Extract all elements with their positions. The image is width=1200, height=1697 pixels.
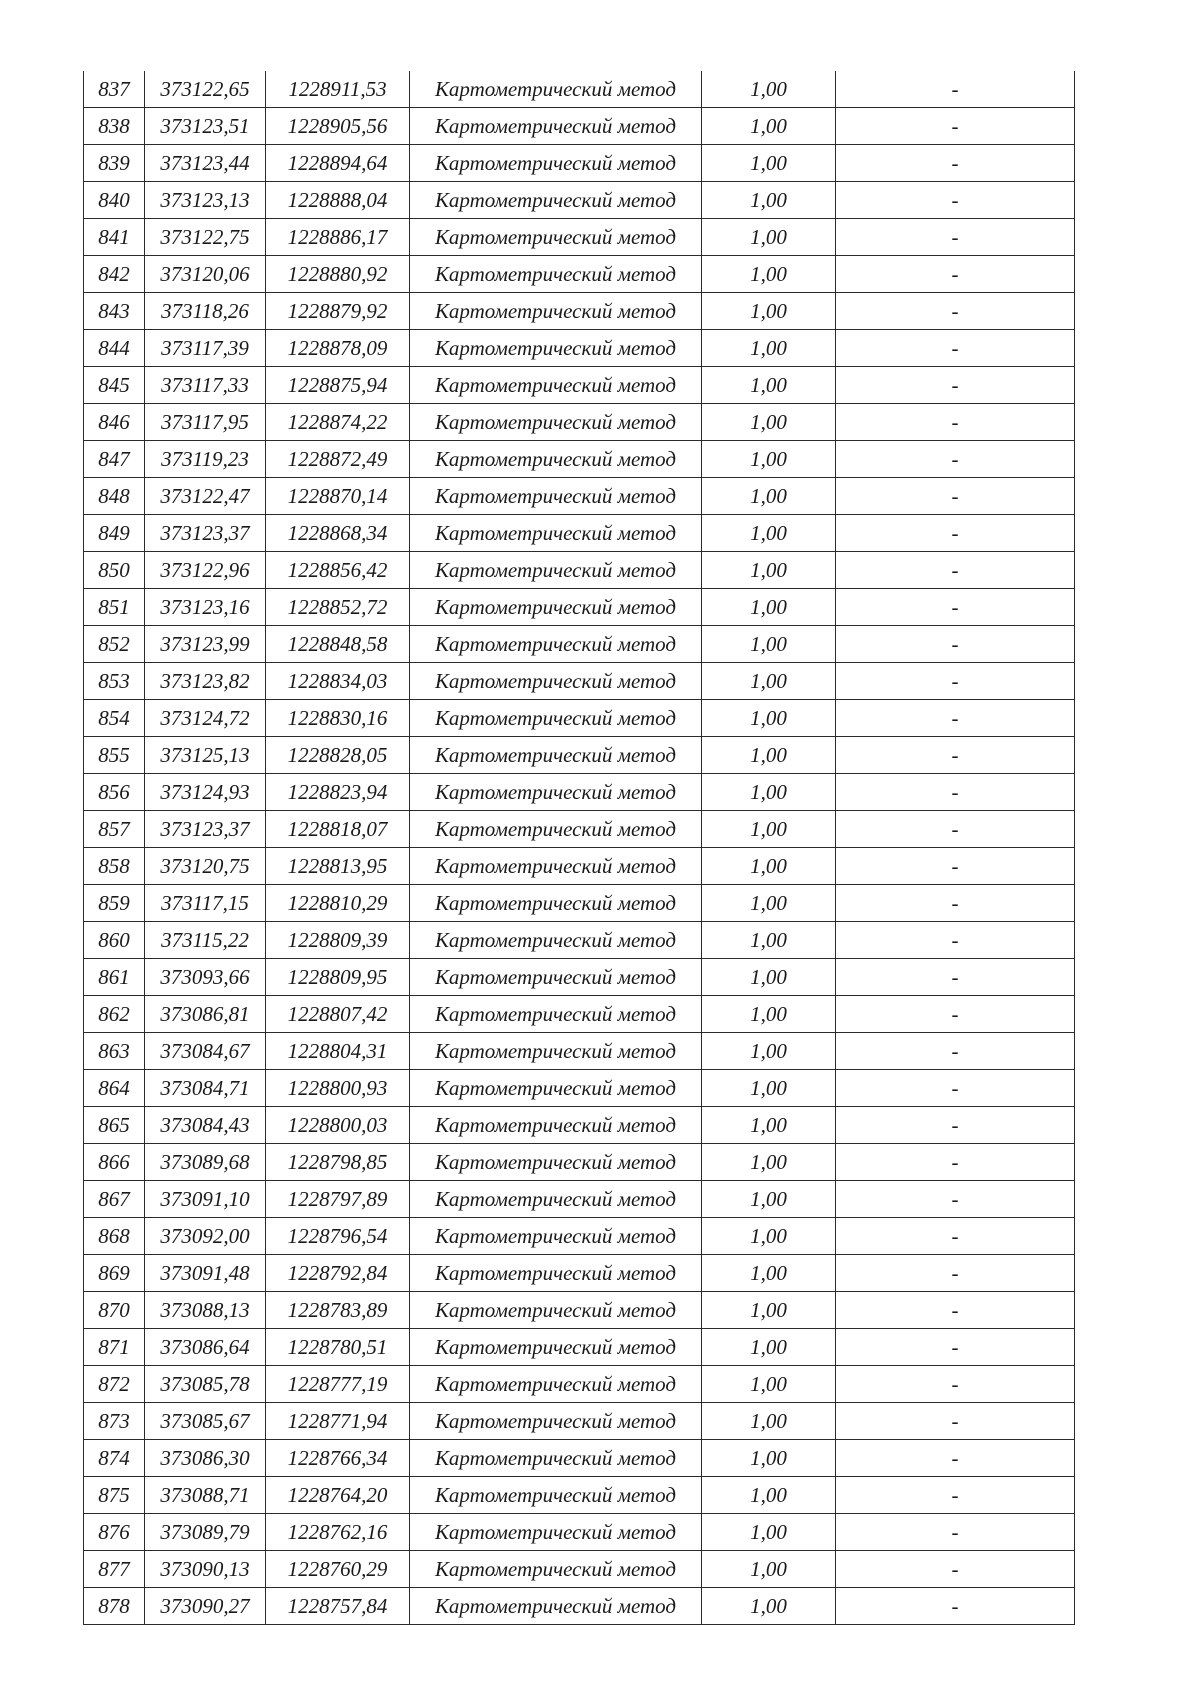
x-coordinate-cell: 373090,27 bbox=[145, 1588, 266, 1625]
table-row bbox=[84, 1255, 1075, 1292]
accuracy-cell: 1,00 bbox=[702, 1588, 836, 1625]
table-row bbox=[84, 1588, 1075, 1625]
x-coordinate-cell: 373122,65 bbox=[145, 71, 266, 108]
y-coordinate-cell: 1228818,07 bbox=[266, 811, 410, 848]
method-cell: Картометрический метод bbox=[410, 737, 702, 774]
accuracy-cell: 1,00 bbox=[702, 182, 836, 219]
point-number-cell: 847 bbox=[84, 441, 145, 478]
point-number-cell: 840 bbox=[84, 182, 145, 219]
point-number-cell: 877 bbox=[84, 1551, 145, 1588]
point-number-cell: 850 bbox=[84, 552, 145, 589]
table-row bbox=[84, 1329, 1075, 1366]
table-row bbox=[84, 1403, 1075, 1440]
point-number-cell: 837 bbox=[84, 71, 145, 108]
method-cell: Картометрический метод bbox=[410, 552, 702, 589]
y-coordinate-cell: 1228823,94 bbox=[266, 774, 410, 811]
y-coordinate-cell: 1228894,64 bbox=[266, 145, 410, 182]
method-cell: Картометрический метод bbox=[410, 996, 702, 1033]
coordinates-table bbox=[83, 71, 1075, 1625]
point-number-cell: 870 bbox=[84, 1292, 145, 1329]
method-cell: Картометрический метод bbox=[410, 108, 702, 145]
method-cell: Картометрический метод bbox=[410, 885, 702, 922]
y-coordinate-cell: 1228809,39 bbox=[266, 922, 410, 959]
description-cell: - bbox=[836, 1329, 1075, 1366]
y-coordinate-cell: 1228792,84 bbox=[266, 1255, 410, 1292]
y-coordinate-cell: 1228804,31 bbox=[266, 1033, 410, 1070]
x-coordinate-cell: 373085,67 bbox=[145, 1403, 266, 1440]
table-row bbox=[84, 1551, 1075, 1588]
method-cell: Картометрический метод bbox=[410, 145, 702, 182]
method-cell: Картометрический метод bbox=[410, 515, 702, 552]
y-coordinate-cell: 1228797,89 bbox=[266, 1181, 410, 1218]
accuracy-cell: 1,00 bbox=[702, 1329, 836, 1366]
x-coordinate-cell: 373120,75 bbox=[145, 848, 266, 885]
description-cell: - bbox=[836, 589, 1075, 626]
accuracy-cell: 1,00 bbox=[702, 1218, 836, 1255]
accuracy-cell: 1,00 bbox=[702, 1366, 836, 1403]
description-cell: - bbox=[836, 700, 1075, 737]
description-cell: - bbox=[836, 1107, 1075, 1144]
table-row bbox=[84, 1366, 1075, 1403]
description-cell: - bbox=[836, 1588, 1075, 1625]
description-cell: - bbox=[836, 1033, 1075, 1070]
point-number-cell: 844 bbox=[84, 330, 145, 367]
table-row bbox=[84, 811, 1075, 848]
accuracy-cell: 1,00 bbox=[702, 737, 836, 774]
method-cell: Картометрический метод bbox=[410, 1477, 702, 1514]
accuracy-cell: 1,00 bbox=[702, 589, 836, 626]
y-coordinate-cell: 1228800,93 bbox=[266, 1070, 410, 1107]
description-cell: - bbox=[836, 145, 1075, 182]
method-cell: Картометрический метод bbox=[410, 626, 702, 663]
point-number-cell: 857 bbox=[84, 811, 145, 848]
accuracy-cell: 1,00 bbox=[702, 1403, 836, 1440]
method-cell: Картометрический метод bbox=[410, 1033, 702, 1070]
accuracy-cell: 1,00 bbox=[702, 441, 836, 478]
accuracy-cell: 1,00 bbox=[702, 71, 836, 108]
point-number-cell: 873 bbox=[84, 1403, 145, 1440]
table-row bbox=[84, 71, 1075, 108]
description-cell: - bbox=[836, 441, 1075, 478]
accuracy-cell: 1,00 bbox=[702, 811, 836, 848]
y-coordinate-cell: 1228886,17 bbox=[266, 219, 410, 256]
y-coordinate-cell: 1228905,56 bbox=[266, 108, 410, 145]
method-cell: Картометрический метод bbox=[410, 1218, 702, 1255]
description-cell: - bbox=[836, 1255, 1075, 1292]
description-cell: - bbox=[836, 108, 1075, 145]
description-cell: - bbox=[836, 367, 1075, 404]
x-coordinate-cell: 373123,82 bbox=[145, 663, 266, 700]
description-cell: - bbox=[836, 1477, 1075, 1514]
point-number-cell: 875 bbox=[84, 1477, 145, 1514]
table-row bbox=[84, 256, 1075, 293]
table-row bbox=[84, 1440, 1075, 1477]
description-cell: - bbox=[836, 71, 1075, 108]
x-coordinate-cell: 373084,71 bbox=[145, 1070, 266, 1107]
description-cell: - bbox=[836, 478, 1075, 515]
description-cell: - bbox=[836, 1403, 1075, 1440]
point-number-cell: 871 bbox=[84, 1329, 145, 1366]
method-cell: Картометрический метод bbox=[410, 922, 702, 959]
point-number-cell: 862 bbox=[84, 996, 145, 1033]
point-number-cell: 852 bbox=[84, 626, 145, 663]
table-row bbox=[84, 219, 1075, 256]
description-cell: - bbox=[836, 996, 1075, 1033]
accuracy-cell: 1,00 bbox=[702, 108, 836, 145]
y-coordinate-cell: 1228810,29 bbox=[266, 885, 410, 922]
x-coordinate-cell: 373123,13 bbox=[145, 182, 266, 219]
description-cell: - bbox=[836, 219, 1075, 256]
table-row bbox=[84, 1070, 1075, 1107]
table-row bbox=[84, 700, 1075, 737]
method-cell: Картометрический метод bbox=[410, 441, 702, 478]
point-number-cell: 848 bbox=[84, 478, 145, 515]
description-cell: - bbox=[836, 1366, 1075, 1403]
y-coordinate-cell: 1228875,94 bbox=[266, 367, 410, 404]
x-coordinate-cell: 373124,93 bbox=[145, 774, 266, 811]
accuracy-cell: 1,00 bbox=[702, 145, 836, 182]
description-cell: - bbox=[836, 404, 1075, 441]
accuracy-cell: 1,00 bbox=[702, 1107, 836, 1144]
method-cell: Картометрический метод bbox=[410, 1329, 702, 1366]
y-coordinate-cell: 1228830,16 bbox=[266, 700, 410, 737]
point-number-cell: 872 bbox=[84, 1366, 145, 1403]
accuracy-cell: 1,00 bbox=[702, 922, 836, 959]
x-coordinate-cell: 373118,26 bbox=[145, 293, 266, 330]
description-cell: - bbox=[836, 552, 1075, 589]
x-coordinate-cell: 373119,23 bbox=[145, 441, 266, 478]
point-number-cell: 842 bbox=[84, 256, 145, 293]
accuracy-cell: 1,00 bbox=[702, 959, 836, 996]
y-coordinate-cell: 1228874,22 bbox=[266, 404, 410, 441]
table-row bbox=[84, 922, 1075, 959]
x-coordinate-cell: 373123,16 bbox=[145, 589, 266, 626]
method-cell: Картометрический метод bbox=[410, 182, 702, 219]
table-row bbox=[84, 1033, 1075, 1070]
accuracy-cell: 1,00 bbox=[702, 848, 836, 885]
table-row bbox=[84, 441, 1075, 478]
accuracy-cell: 1,00 bbox=[702, 1070, 836, 1107]
x-coordinate-cell: 373122,75 bbox=[145, 219, 266, 256]
x-coordinate-cell: 373093,66 bbox=[145, 959, 266, 996]
description-cell: - bbox=[836, 330, 1075, 367]
table-row bbox=[84, 1218, 1075, 1255]
description-cell: - bbox=[836, 1514, 1075, 1551]
accuracy-cell: 1,00 bbox=[702, 293, 836, 330]
accuracy-cell: 1,00 bbox=[702, 256, 836, 293]
description-cell: - bbox=[836, 1440, 1075, 1477]
x-coordinate-cell: 373120,06 bbox=[145, 256, 266, 293]
y-coordinate-cell: 1228834,03 bbox=[266, 663, 410, 700]
point-number-cell: 869 bbox=[84, 1255, 145, 1292]
description-cell: - bbox=[836, 1292, 1075, 1329]
x-coordinate-cell: 373084,67 bbox=[145, 1033, 266, 1070]
method-cell: Картометрический метод bbox=[410, 71, 702, 108]
x-coordinate-cell: 373117,39 bbox=[145, 330, 266, 367]
method-cell: Картометрический метод bbox=[410, 663, 702, 700]
table-row bbox=[84, 1107, 1075, 1144]
method-cell: Картометрический метод bbox=[410, 1551, 702, 1588]
table-row bbox=[84, 626, 1075, 663]
x-coordinate-cell: 373125,13 bbox=[145, 737, 266, 774]
method-cell: Картометрический метод bbox=[410, 700, 702, 737]
x-coordinate-cell: 373085,78 bbox=[145, 1366, 266, 1403]
x-coordinate-cell: 373089,79 bbox=[145, 1514, 266, 1551]
description-cell: - bbox=[836, 256, 1075, 293]
y-coordinate-cell: 1228879,92 bbox=[266, 293, 410, 330]
table-row bbox=[84, 1144, 1075, 1181]
x-coordinate-cell: 373117,15 bbox=[145, 885, 266, 922]
x-coordinate-cell: 373123,51 bbox=[145, 108, 266, 145]
table-row bbox=[84, 774, 1075, 811]
method-cell: Картометрический метод bbox=[410, 256, 702, 293]
point-number-cell: 878 bbox=[84, 1588, 145, 1625]
accuracy-cell: 1,00 bbox=[702, 1181, 836, 1218]
method-cell: Картометрический метод bbox=[410, 959, 702, 996]
y-coordinate-cell: 1228856,42 bbox=[266, 552, 410, 589]
y-coordinate-cell: 1228777,19 bbox=[266, 1366, 410, 1403]
method-cell: Картометрический метод bbox=[410, 589, 702, 626]
x-coordinate-cell: 373084,43 bbox=[145, 1107, 266, 1144]
point-number-cell: 858 bbox=[84, 848, 145, 885]
y-coordinate-cell: 1228760,29 bbox=[266, 1551, 410, 1588]
y-coordinate-cell: 1228757,84 bbox=[266, 1588, 410, 1625]
method-cell: Картометрический метод bbox=[410, 1144, 702, 1181]
description-cell: - bbox=[836, 515, 1075, 552]
point-number-cell: 841 bbox=[84, 219, 145, 256]
point-number-cell: 855 bbox=[84, 737, 145, 774]
method-cell: Картометрический метод bbox=[410, 293, 702, 330]
method-cell: Картометрический метод bbox=[410, 1292, 702, 1329]
table-row bbox=[84, 367, 1075, 404]
y-coordinate-cell: 1228809,95 bbox=[266, 959, 410, 996]
point-number-cell: 853 bbox=[84, 663, 145, 700]
x-coordinate-cell: 373088,71 bbox=[145, 1477, 266, 1514]
y-coordinate-cell: 1228800,03 bbox=[266, 1107, 410, 1144]
accuracy-cell: 1,00 bbox=[702, 1292, 836, 1329]
accuracy-cell: 1,00 bbox=[702, 552, 836, 589]
x-coordinate-cell: 373117,33 bbox=[145, 367, 266, 404]
accuracy-cell: 1,00 bbox=[702, 1255, 836, 1292]
method-cell: Картометрический метод bbox=[410, 1181, 702, 1218]
accuracy-cell: 1,00 bbox=[702, 367, 836, 404]
accuracy-cell: 1,00 bbox=[702, 1033, 836, 1070]
table-row bbox=[84, 330, 1075, 367]
point-number-cell: 843 bbox=[84, 293, 145, 330]
y-coordinate-cell: 1228888,04 bbox=[266, 182, 410, 219]
point-number-cell: 839 bbox=[84, 145, 145, 182]
y-coordinate-cell: 1228852,72 bbox=[266, 589, 410, 626]
x-coordinate-cell: 373090,13 bbox=[145, 1551, 266, 1588]
table-row bbox=[84, 145, 1075, 182]
point-number-cell: 867 bbox=[84, 1181, 145, 1218]
point-number-cell: 861 bbox=[84, 959, 145, 996]
y-coordinate-cell: 1228872,49 bbox=[266, 441, 410, 478]
point-number-cell: 868 bbox=[84, 1218, 145, 1255]
x-coordinate-cell: 373086,30 bbox=[145, 1440, 266, 1477]
x-coordinate-cell: 373123,44 bbox=[145, 145, 266, 182]
method-cell: Картометрический метод bbox=[410, 1440, 702, 1477]
description-cell: - bbox=[836, 922, 1075, 959]
y-coordinate-cell: 1228878,09 bbox=[266, 330, 410, 367]
table-row bbox=[84, 737, 1075, 774]
description-cell: - bbox=[836, 885, 1075, 922]
accuracy-cell: 1,00 bbox=[702, 1144, 836, 1181]
method-cell: Картометрический метод bbox=[410, 478, 702, 515]
accuracy-cell: 1,00 bbox=[702, 626, 836, 663]
method-cell: Картометрический метод bbox=[410, 219, 702, 256]
point-number-cell: 849 bbox=[84, 515, 145, 552]
accuracy-cell: 1,00 bbox=[702, 1514, 836, 1551]
x-coordinate-cell: 373092,00 bbox=[145, 1218, 266, 1255]
method-cell: Картометрический метод bbox=[410, 848, 702, 885]
description-cell: - bbox=[836, 293, 1075, 330]
description-cell: - bbox=[836, 848, 1075, 885]
description-cell: - bbox=[836, 1218, 1075, 1255]
x-coordinate-cell: 373123,37 bbox=[145, 811, 266, 848]
method-cell: Картометрический метод bbox=[410, 330, 702, 367]
description-cell: - bbox=[836, 1070, 1075, 1107]
accuracy-cell: 1,00 bbox=[702, 330, 836, 367]
y-coordinate-cell: 1228762,16 bbox=[266, 1514, 410, 1551]
x-coordinate-cell: 373086,81 bbox=[145, 996, 266, 1033]
point-number-cell: 865 bbox=[84, 1107, 145, 1144]
accuracy-cell: 1,00 bbox=[702, 404, 836, 441]
point-number-cell: 876 bbox=[84, 1514, 145, 1551]
y-coordinate-cell: 1228880,92 bbox=[266, 256, 410, 293]
x-coordinate-cell: 373115,22 bbox=[145, 922, 266, 959]
method-cell: Картометрический метод bbox=[410, 811, 702, 848]
y-coordinate-cell: 1228807,42 bbox=[266, 996, 410, 1033]
description-cell: - bbox=[836, 1144, 1075, 1181]
accuracy-cell: 1,00 bbox=[702, 515, 836, 552]
y-coordinate-cell: 1228813,95 bbox=[266, 848, 410, 885]
description-cell: - bbox=[836, 959, 1075, 996]
method-cell: Картометрический метод bbox=[410, 404, 702, 441]
y-coordinate-cell: 1228771,94 bbox=[266, 1403, 410, 1440]
accuracy-cell: 1,00 bbox=[702, 774, 836, 811]
method-cell: Картометрический метод bbox=[410, 1588, 702, 1625]
accuracy-cell: 1,00 bbox=[702, 663, 836, 700]
method-cell: Картометрический метод bbox=[410, 1107, 702, 1144]
description-cell: - bbox=[836, 774, 1075, 811]
table-row bbox=[84, 552, 1075, 589]
accuracy-cell: 1,00 bbox=[702, 219, 836, 256]
point-number-cell: 860 bbox=[84, 922, 145, 959]
table-row bbox=[84, 182, 1075, 219]
y-coordinate-cell: 1228870,14 bbox=[266, 478, 410, 515]
description-cell: - bbox=[836, 1181, 1075, 1218]
method-cell: Картометрический метод bbox=[410, 1070, 702, 1107]
y-coordinate-cell: 1228798,85 bbox=[266, 1144, 410, 1181]
x-coordinate-cell: 373124,72 bbox=[145, 700, 266, 737]
point-number-cell: 874 bbox=[84, 1440, 145, 1477]
y-coordinate-cell: 1228828,05 bbox=[266, 737, 410, 774]
description-cell: - bbox=[836, 1551, 1075, 1588]
document-page bbox=[83, 71, 1070, 1625]
table-body bbox=[84, 71, 1075, 1625]
table-row bbox=[84, 589, 1075, 626]
point-number-cell: 854 bbox=[84, 700, 145, 737]
accuracy-cell: 1,00 bbox=[702, 700, 836, 737]
table-row bbox=[84, 404, 1075, 441]
accuracy-cell: 1,00 bbox=[702, 996, 836, 1033]
point-number-cell: 851 bbox=[84, 589, 145, 626]
table-row bbox=[84, 663, 1075, 700]
x-coordinate-cell: 373089,68 bbox=[145, 1144, 266, 1181]
table-row bbox=[84, 1181, 1075, 1218]
table-row bbox=[84, 293, 1075, 330]
x-coordinate-cell: 373091,10 bbox=[145, 1181, 266, 1218]
method-cell: Картометрический метод bbox=[410, 774, 702, 811]
accuracy-cell: 1,00 bbox=[702, 1477, 836, 1514]
point-number-cell: 859 bbox=[84, 885, 145, 922]
table-row bbox=[84, 108, 1075, 145]
method-cell: Картометрический метод bbox=[410, 367, 702, 404]
x-coordinate-cell: 373123,99 bbox=[145, 626, 266, 663]
y-coordinate-cell: 1228911,53 bbox=[266, 71, 410, 108]
point-number-cell: 846 bbox=[84, 404, 145, 441]
y-coordinate-cell: 1228780,51 bbox=[266, 1329, 410, 1366]
accuracy-cell: 1,00 bbox=[702, 478, 836, 515]
method-cell: Картометрический метод bbox=[410, 1514, 702, 1551]
table-row bbox=[84, 515, 1075, 552]
y-coordinate-cell: 1228783,89 bbox=[266, 1292, 410, 1329]
y-coordinate-cell: 1228766,34 bbox=[266, 1440, 410, 1477]
description-cell: - bbox=[836, 182, 1075, 219]
y-coordinate-cell: 1228848,58 bbox=[266, 626, 410, 663]
y-coordinate-cell: 1228868,34 bbox=[266, 515, 410, 552]
x-coordinate-cell: 373123,37 bbox=[145, 515, 266, 552]
x-coordinate-cell: 373117,95 bbox=[145, 404, 266, 441]
accuracy-cell: 1,00 bbox=[702, 1440, 836, 1477]
point-number-cell: 856 bbox=[84, 774, 145, 811]
point-number-cell: 863 bbox=[84, 1033, 145, 1070]
x-coordinate-cell: 373122,47 bbox=[145, 478, 266, 515]
point-number-cell: 838 bbox=[84, 108, 145, 145]
x-coordinate-cell: 373086,64 bbox=[145, 1329, 266, 1366]
method-cell: Картометрический метод bbox=[410, 1366, 702, 1403]
point-number-cell: 845 bbox=[84, 367, 145, 404]
description-cell: - bbox=[836, 663, 1075, 700]
table-row bbox=[84, 959, 1075, 996]
table-row bbox=[84, 478, 1075, 515]
method-cell: Картометрический метод bbox=[410, 1403, 702, 1440]
accuracy-cell: 1,00 bbox=[702, 1551, 836, 1588]
point-number-cell: 864 bbox=[84, 1070, 145, 1107]
y-coordinate-cell: 1228764,20 bbox=[266, 1477, 410, 1514]
x-coordinate-cell: 373091,48 bbox=[145, 1255, 266, 1292]
table-row bbox=[84, 996, 1075, 1033]
table-row bbox=[84, 1292, 1075, 1329]
description-cell: - bbox=[836, 811, 1075, 848]
point-number-cell: 866 bbox=[84, 1144, 145, 1181]
table-row bbox=[84, 848, 1075, 885]
table-row bbox=[84, 885, 1075, 922]
accuracy-cell: 1,00 bbox=[702, 885, 836, 922]
method-cell: Картометрический метод bbox=[410, 1255, 702, 1292]
x-coordinate-cell: 373088,13 bbox=[145, 1292, 266, 1329]
y-coordinate-cell: 1228796,54 bbox=[266, 1218, 410, 1255]
x-coordinate-cell: 373122,96 bbox=[145, 552, 266, 589]
table-row bbox=[84, 1477, 1075, 1514]
description-cell: - bbox=[836, 626, 1075, 663]
description-cell: - bbox=[836, 737, 1075, 774]
table-row bbox=[84, 1514, 1075, 1551]
